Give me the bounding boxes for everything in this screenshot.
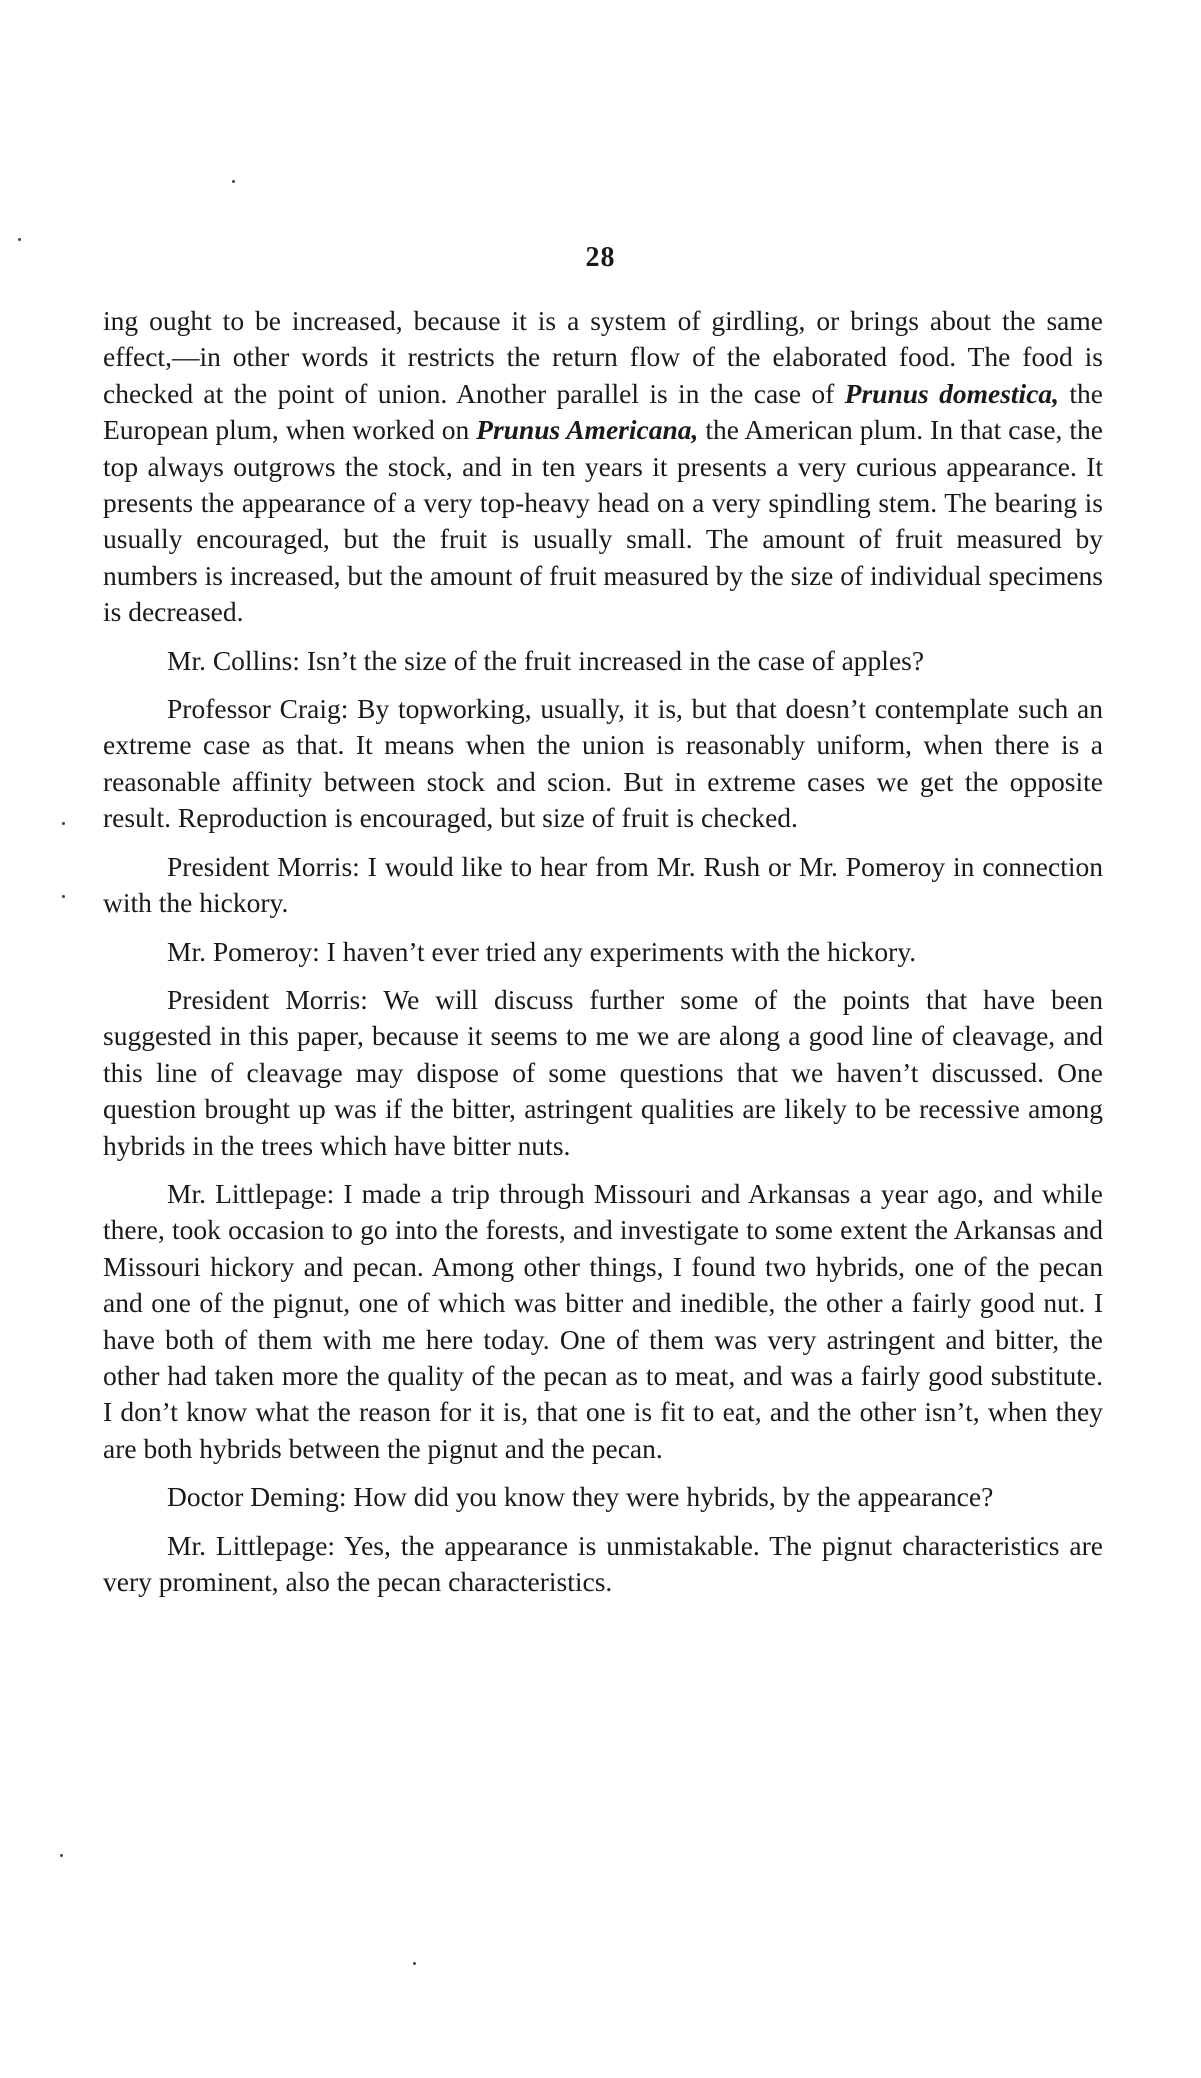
text-segment: How did you know they were hybrids, by the appearance? [346, 1481, 994, 1513]
speaker-label: President Morris: [167, 983, 368, 1015]
paragraph [103, 849, 1103, 922]
text-segment: We will discuss further some of the points that have been suggested in this paper, because it seems to me we are along a good line of cleavage, and this line of cleavage may dispose of some questions that we haven’t discussed. One question brought up was if the bitter, astringent qualities are likely to be recessive among hybrids in the trees which have bitter nuts. [103, 983, 1103, 1161]
scan-speck [18, 238, 21, 241]
speaker-label: Professor Craig: [167, 693, 349, 725]
paragraph [103, 1528, 1103, 1601]
speaker-label: Mr. Pomeroy: [167, 935, 320, 967]
scan-speck [62, 822, 65, 825]
text-segment: ing ought to be increased, because it is a system of girdling, or brings about the same effect,—in other words it restricts the return flow of the elaborated food. The food is checked at the point of union. Another parallel is in the case of [103, 305, 1103, 409]
paragraph [103, 643, 1103, 679]
paragraph [103, 982, 1103, 1164]
scan-speck [60, 1854, 63, 1857]
text-segment: Isn’t the size of the fruit increased in the case of apples? [299, 644, 925, 676]
scan-speck [232, 180, 235, 183]
speaker-label: Mr. Littlepage: [167, 1529, 336, 1561]
body-text [103, 303, 1103, 1612]
scan-speck [413, 1962, 416, 1965]
species-name: Prunus domestica, [844, 377, 1060, 409]
species-name: Prunus Americana, [476, 414, 699, 446]
paragraph [103, 934, 1103, 970]
paragraph [103, 1176, 1103, 1467]
text-segment: Yes, the appearance is unmistakable. The pignut characteristics are very prominent, also the pecan characteristics. [103, 1529, 1103, 1597]
text-segment: By topworking, usually, it is, but that doesn’t contemplate such an extreme case as that. It means when the union is reasonably uniform, when there is a reasonable affinity between stock and scion. But in extreme cases we get the opposite result. Reproduction is encouraged, but size of fruit is checked. [103, 693, 1103, 834]
scan-speck [62, 895, 65, 898]
speaker-label: Doctor Deming: [167, 1481, 347, 1513]
text-segment: I would like to hear from Mr. Rush or Mr. Pomeroy in connection with the hickory. [103, 850, 1103, 919]
paragraph [103, 691, 1103, 837]
page-number: 28 [585, 242, 616, 273]
speaker-label: President Morris: [167, 850, 360, 882]
text-segment: I haven’t ever tried any experiments with the hickory. [319, 935, 917, 967]
paragraph [103, 303, 1103, 631]
text-segment: I made a trip through Missouri and Arkansas a year ago, and while there, took occasion to go into the forests, and investigate to some extent the Arkansas and Missouri hickory and pecan. Among other things, I found two hybrids, one of the pecan and one of the pignut, one of which was bitter and inedible, the other a fairly good nut. I have both of them with me here today. One of them was very astringent and bitter, the other had taken more the quality of the pecan as to meat, and was a fairly good substitute. I don’t know what the reason for it is, that one is fit to eat, and the other isn’t, when they are both hybrids between the pignut and the pecan. [103, 1177, 1103, 1464]
paragraph [103, 1479, 1103, 1515]
speaker-label: Mr. Collins: [167, 644, 300, 676]
text-segment: the American plum. In that case, the top always outgrows the stock, and in ten years it presents a very curious appearance. It presents the appearance of a very top-heavy head on a very spindling stem. The bearing is usually encouraged, but the fruit is usually small. The amount of fruit measured by numbers is increased, but the amount of fruit measured by the size of individual specimens is decreased. [103, 414, 1103, 628]
text-segment: the European plum, when worked on [103, 377, 1103, 446]
speaker-label: Mr. Littlepage: [167, 1177, 335, 1209]
